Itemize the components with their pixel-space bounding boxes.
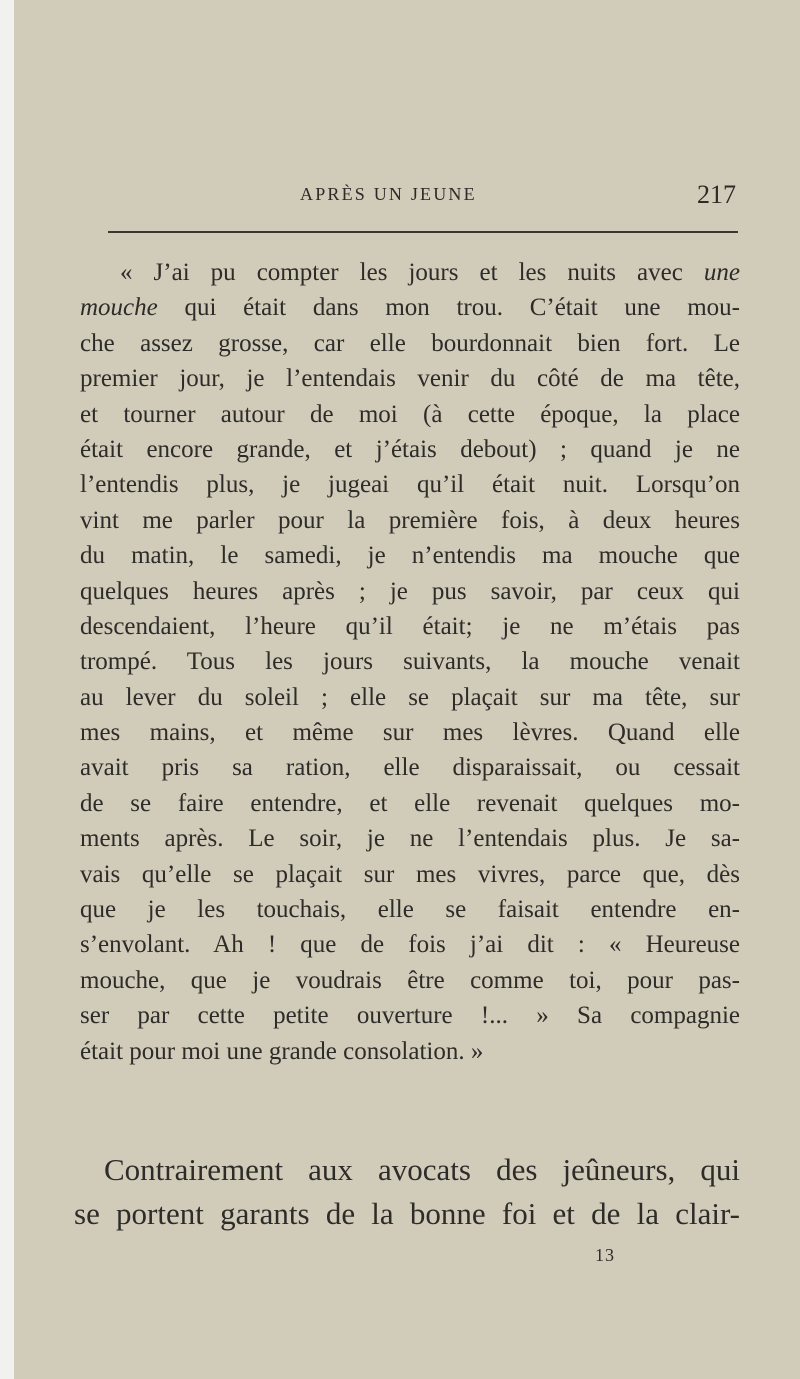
text-line: que je les touchais, elle se faisait entendre en-	[80, 896, 740, 924]
text-line: vint me parler pour la première fois, à deux heures	[80, 506, 740, 534]
text-line: du matin, le samedi, je n’entendis ma mouche que	[80, 542, 740, 570]
text-line: mes mains, et même sur mes lèvres. Quand elle	[80, 719, 740, 747]
text-line: mouche, que je voudrais être comme toi, pour pas-	[80, 966, 740, 994]
text-line: et tourner autour de moi (à cette époque, la place	[80, 400, 740, 428]
text-line: ser par cette petite ouverture !... » Sa compagnie	[80, 1002, 740, 1030]
text-line: l’entendis plus, je jugeai qu’il était nuit. Lorsqu’on	[80, 471, 740, 499]
text-line	[80, 255, 740, 290]
text-line: se portent garants de la bonne foi et de la clair-	[74, 1196, 740, 1231]
text-segment: qui était dans mon trou. C’était une mou-	[157, 294, 740, 322]
italic-word: mouche	[80, 294, 158, 322]
text-line: avait pris sa ration, elle disparaissait, ou cessait	[80, 754, 740, 782]
text-line: au lever du soleil ; elle se plaçait sur ma tête, sur	[80, 683, 740, 711]
text-line: che assez grosse, car elle bourdonnait bien fort. Le	[80, 329, 740, 357]
text-line: était pour moi une grande consolation. »	[80, 1037, 484, 1065]
signature-mark: 13	[595, 1245, 615, 1265]
page-number: 217	[697, 180, 736, 209]
quoted-paragraph	[80, 255, 740, 1069]
text-line: ments après. Le soir, je ne l’entendais plus. Je sa-	[80, 825, 740, 853]
italic-word: une	[703, 259, 740, 286]
running-head	[108, 180, 738, 216]
text-line: descendaient, l’heure qu’il était; je ne m’étais pas	[80, 612, 740, 640]
body-paragraph	[74, 1148, 740, 1236]
header-rule	[108, 231, 738, 233]
text-line: quelques heures après ; je pus savoir, par ceux qui	[80, 577, 740, 605]
running-title: APRÈS UN JEUNE	[300, 184, 477, 204]
text-line: était encore grande, et j’étais debout) ; quand je ne	[80, 435, 740, 463]
text-line: premier jour, je l’entendais venir du côté de ma tête,	[80, 365, 740, 393]
text-line: vais qu’elle se plaçait sur mes vivres, parce que, dès	[80, 860, 740, 888]
text-line	[80, 290, 740, 325]
text-line: trompé. Tous les jours suivants, la mouche venait	[80, 648, 740, 676]
text-line: de se faire entendre, et elle revenait quelques mo-	[80, 789, 740, 817]
text-segment: « J’ai pu compter les jours et les nuits avec	[120, 259, 704, 286]
text-line: s’envolant. Ah ! que de fois j’ai dit : « Heureuse	[80, 931, 740, 959]
text-line: Contrairement aux avocats des jeûneurs, qui	[104, 1152, 740, 1187]
page-left-edge	[0, 0, 14, 1379]
